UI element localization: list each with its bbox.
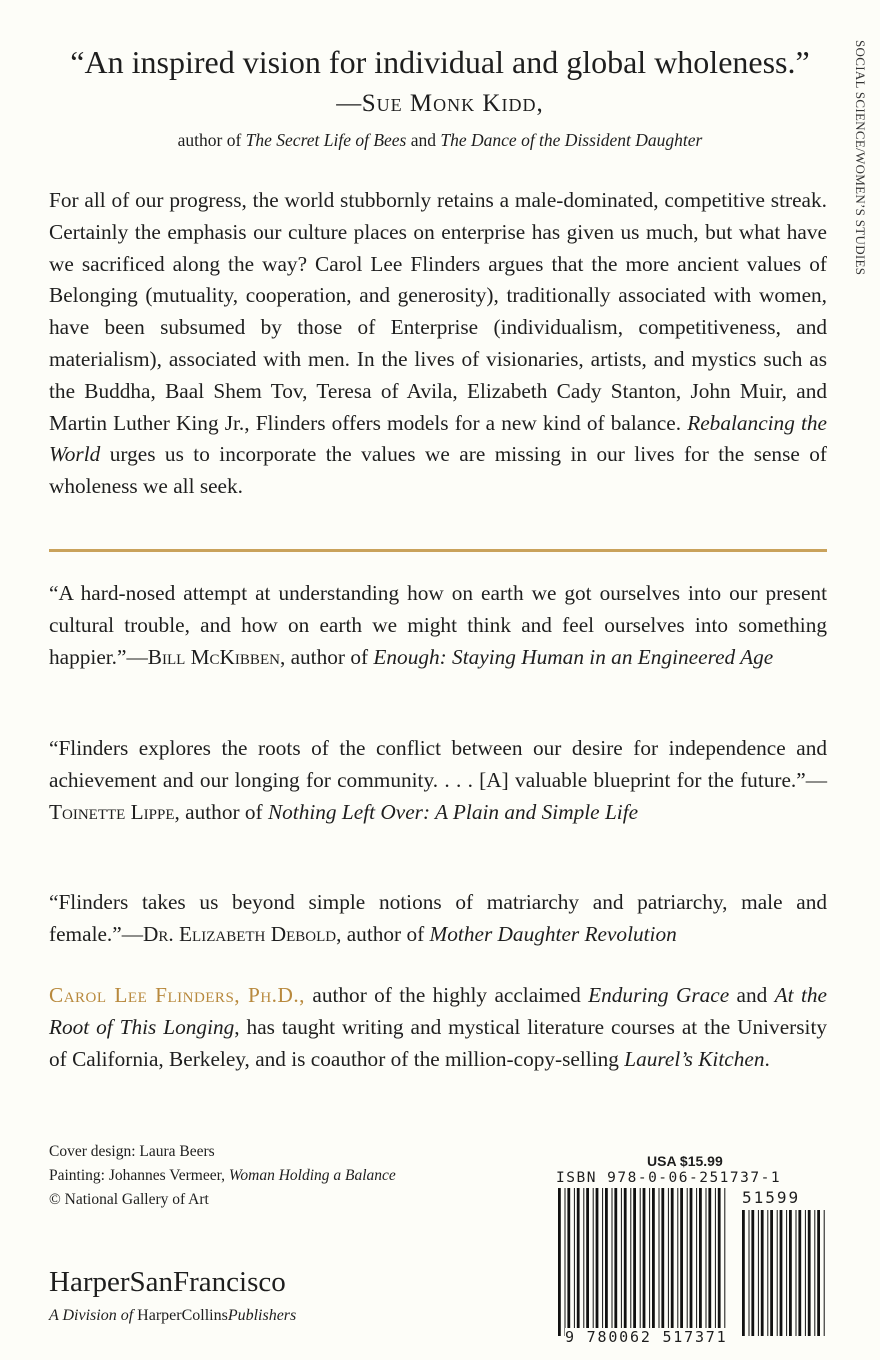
barcode-bar bbox=[680, 1188, 683, 1336]
barcode-bar bbox=[633, 1188, 636, 1336]
publisher-name: HarperSanFrancisco bbox=[49, 1266, 286, 1298]
painting-prefix: Painting: Johannes Vermeer, bbox=[49, 1167, 229, 1184]
barcode-bar bbox=[749, 1210, 750, 1336]
blurb-lippe bbox=[49, 733, 827, 828]
divider-rule bbox=[49, 549, 827, 552]
description-book-title: Rebalancing the World bbox=[49, 410, 828, 467]
price-label: USA $15.99 bbox=[647, 1153, 723, 1169]
painting-credit bbox=[49, 1164, 396, 1188]
barcode-bar bbox=[708, 1188, 711, 1336]
author-name: Carol Lee Flinders, Ph.D., bbox=[49, 983, 306, 1007]
painting-title: Woman Holding a Balance bbox=[228, 1167, 396, 1184]
barcode-bar bbox=[715, 1188, 716, 1336]
blurb-author: Toinette Lippe bbox=[49, 799, 175, 824]
barcode-bar bbox=[586, 1188, 589, 1336]
barcode-bar bbox=[767, 1210, 768, 1336]
barcode-bar bbox=[780, 1210, 783, 1336]
barcode-bar bbox=[706, 1188, 707, 1336]
copyright-credit: © National Gallery of Art bbox=[49, 1191, 209, 1208]
blurb-mid: , author of bbox=[279, 644, 374, 669]
barcode-bar bbox=[805, 1210, 806, 1336]
bio-text-3: , has taught writing and mystical literature courses at the University of California, Berkeley, and is coauthor of the million-copy-selling bbox=[49, 1014, 828, 1071]
barcode-bar bbox=[789, 1210, 792, 1336]
barcode-addon-number: 51599 bbox=[742, 1188, 801, 1207]
bio-text-4: . bbox=[764, 1046, 770, 1071]
barcode-bar bbox=[643, 1188, 646, 1336]
attribution-dash: — bbox=[336, 90, 362, 117]
addon-bars bbox=[742, 1210, 825, 1336]
barcode-bar bbox=[565, 1188, 566, 1336]
blurb-mckibben bbox=[49, 578, 827, 673]
barcode-bar bbox=[724, 1188, 725, 1336]
bio-text-1: author of the highly acclaimed bbox=[305, 983, 589, 1007]
cover-design-credit: Cover design: Laura Beers bbox=[49, 1143, 215, 1160]
barcode-bar bbox=[761, 1210, 764, 1336]
lead-quote: “An inspired vision for individual and global wholeness.” bbox=[70, 44, 810, 80]
books-and: and bbox=[406, 130, 441, 150]
barcode-bar bbox=[718, 1188, 721, 1336]
bio-book-2: At the Root of This Longing bbox=[49, 983, 827, 1039]
barcode-bar bbox=[786, 1210, 787, 1336]
barcode-bar bbox=[659, 1188, 660, 1336]
division-suffix: Publishers bbox=[227, 1307, 297, 1324]
bio-text-2: and bbox=[729, 983, 775, 1007]
barcode-bar bbox=[558, 1188, 561, 1336]
books-prefix: author of bbox=[177, 130, 246, 150]
blurb-author: Dr. Elizabeth Debold bbox=[143, 921, 337, 946]
lead-attribution bbox=[0, 90, 880, 118]
barcode-bar bbox=[824, 1210, 825, 1336]
barcode-bar bbox=[567, 1188, 570, 1336]
blurb-book: Mother Daughter Revolution bbox=[429, 921, 677, 946]
barcode-bar bbox=[777, 1210, 778, 1336]
barcode-bar bbox=[621, 1188, 622, 1336]
book-title-2: The Dance of the Dissident Daughter bbox=[440, 130, 703, 150]
blurb-quote: “A hard-nosed attempt at understanding how on earth we got ourselves into our present cultural trouble, and how on earth we might think and feel ourselves into something happier.”— bbox=[49, 581, 827, 669]
barcode-bar bbox=[630, 1188, 631, 1336]
category-label bbox=[846, 40, 872, 330]
ean-bars bbox=[558, 1188, 725, 1336]
description-text: For all of our progress, the world stubbornly retains a male-dominated, competitive streak. Certainly the emphasis our culture places on enterprise has given us much, but what have we sacrificed along the way? Carol Lee Flinders argues that the more ancient values of Belonging (mutuality, cooperation, and generosity), traditionally associated with women, have been subsumed by those of Enterprise (individualism, competitiveness, and materialism), associated with men. In the lives of visionaries, artists, and mystics such as the Buddha, Baal Shem Tov, Teresa of Avila, Elizabeth Cady Stanton, John Muir, and Martin Luther King Jr., Flinders offers models for a new kind of balance. bbox=[49, 188, 827, 435]
barcode-bar bbox=[677, 1188, 678, 1336]
bio-book-1: Enduring Grace bbox=[588, 983, 730, 1007]
division-prefix: A Division of bbox=[49, 1307, 134, 1324]
barcode-bar bbox=[602, 1188, 603, 1336]
barcode-bar bbox=[751, 1210, 754, 1336]
barcode-bar bbox=[808, 1210, 811, 1336]
barcode-bar bbox=[699, 1188, 702, 1336]
barcode-bar bbox=[661, 1188, 664, 1336]
barcode-bar bbox=[796, 1210, 797, 1336]
blurb-mid: , author of bbox=[174, 799, 268, 824]
barcode-bar bbox=[577, 1188, 580, 1336]
barcode-bar bbox=[605, 1188, 608, 1336]
barcode bbox=[556, 1188, 828, 1338]
barcode-bar bbox=[614, 1188, 617, 1336]
barcode-bar bbox=[817, 1210, 820, 1336]
ean-number: 9 780062 517371 bbox=[565, 1328, 728, 1346]
lead-books bbox=[0, 130, 880, 151]
blurb-book: Nothing Left Over: A Plain and Simple Life bbox=[267, 799, 639, 824]
barcode-bar bbox=[742, 1210, 745, 1336]
cover-credits bbox=[49, 1140, 396, 1212]
book-description bbox=[49, 185, 827, 503]
barcode-bar bbox=[574, 1188, 575, 1336]
category-text: SOCIAL SCIENCE/WOMEN’S STUDIES bbox=[853, 40, 868, 276]
barcode-bar bbox=[696, 1188, 697, 1336]
attribution-name: Sue Monk Kidd, bbox=[361, 90, 544, 117]
blurb-author: Bill McKibben bbox=[147, 644, 280, 669]
barcode-bar bbox=[593, 1188, 594, 1336]
barcode-bar bbox=[640, 1188, 641, 1336]
author-bio bbox=[49, 980, 827, 1075]
barcode-bar bbox=[596, 1188, 599, 1336]
barcode-bar bbox=[814, 1210, 815, 1336]
blurb-quote: “Flinders explores the roots of the conflict between our desire for independence and achievement and our longing for community. . . . [A] valuable blueprint for the future.”— bbox=[49, 736, 827, 792]
blurb-debold bbox=[49, 887, 827, 951]
barcode-bar bbox=[624, 1188, 627, 1336]
barcode-bar bbox=[687, 1188, 688, 1336]
publisher-division bbox=[49, 1307, 296, 1325]
barcode-bar bbox=[798, 1210, 801, 1336]
barcode-bar bbox=[671, 1188, 674, 1336]
barcode-bar bbox=[612, 1188, 613, 1336]
blurb-quote: “Flinders takes us beyond simple notions of matriarchy and patriarchy, male and female.”— bbox=[49, 890, 827, 946]
barcode-bar bbox=[668, 1188, 669, 1336]
book-title-1: The Secret Life of Bees bbox=[245, 130, 407, 150]
isbn-label: ISBN 978-0-06-251737-1 bbox=[556, 1170, 782, 1186]
barcode-bar bbox=[770, 1210, 773, 1336]
bio-book-3: Laurel’s Kitchen bbox=[624, 1046, 765, 1071]
barcode-bar bbox=[758, 1210, 759, 1336]
barcode-bar bbox=[690, 1188, 693, 1336]
barcode-bar bbox=[652, 1188, 655, 1336]
barcode-bar bbox=[649, 1188, 650, 1336]
description-text-end: urges us to incorporate the values we are missing in our lives for the sense of wholeness we all seek. bbox=[49, 442, 827, 499]
blurb-book: Enough: Staying Human in an Engineered Age bbox=[373, 644, 774, 669]
barcode-bar bbox=[583, 1188, 584, 1336]
division-name: HarperCollins bbox=[133, 1307, 228, 1324]
blurb-mid: , author of bbox=[336, 921, 430, 946]
